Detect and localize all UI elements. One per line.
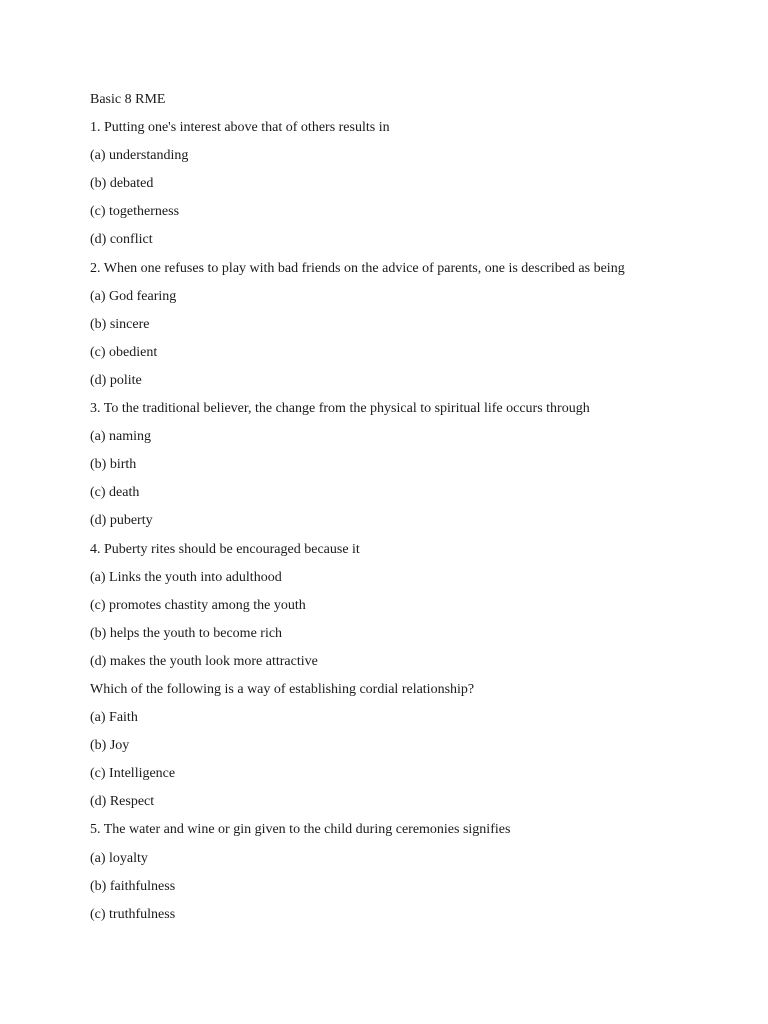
option-ub: (b) Joy [90,738,130,754]
option-ua: (a) Faith [90,710,138,726]
option-2b: (b) sincere [90,316,150,332]
option-4d: (d) makes the youth look more attractive [90,653,318,669]
option-3d: (d) puberty [90,513,153,529]
option-3a: (a) naming [90,429,152,445]
option-uc: (c) Intelligence [90,766,176,782]
option-5b: (b) faithfulness [90,878,176,894]
option-2c: (c) obedient [90,344,158,360]
option-2a: (a) God fearing [90,288,177,304]
option-5c: (c) truthfulness [90,906,176,922]
question-5: 5. The water and wine or gin given to the child during ceremonies signifies [90,822,511,838]
document-page [90,90,730,933]
question-4: 4. Puberty rites should be encouraged because it [90,541,360,557]
option-1d: (d) conflict [90,232,153,248]
option-3b: (b) birth [90,457,137,473]
option-1b: (b) debated [90,176,154,192]
option-2d: (d) polite [90,372,142,388]
question-unnumbered: Which of the following is a way of establishing cordial relationship? [90,681,475,697]
option-1a: (a) understanding [90,148,189,164]
question-2: 2. When one refuses to play with bad friends on the advice of parents, one is described as being [90,260,625,276]
option-5a: (a) loyalty [90,850,148,866]
option-4b: (b) helps the youth to become rich [90,625,283,641]
option-4a: (a) Links the youth into adulthood [90,569,282,585]
question-1: 1. Putting one's interest above that of others results in [90,120,390,136]
option-ud: (d) Respect [90,794,155,810]
option-1c: (c) togetherness [90,204,180,220]
document-title: Basic 8 RME [90,92,166,107]
question-3: 3. To the traditional believer, the change from the physical to spiritual life occurs through [90,401,590,417]
option-4c: (c) promotes chastity among the youth [90,597,306,613]
option-3c: (c) death [90,485,140,501]
